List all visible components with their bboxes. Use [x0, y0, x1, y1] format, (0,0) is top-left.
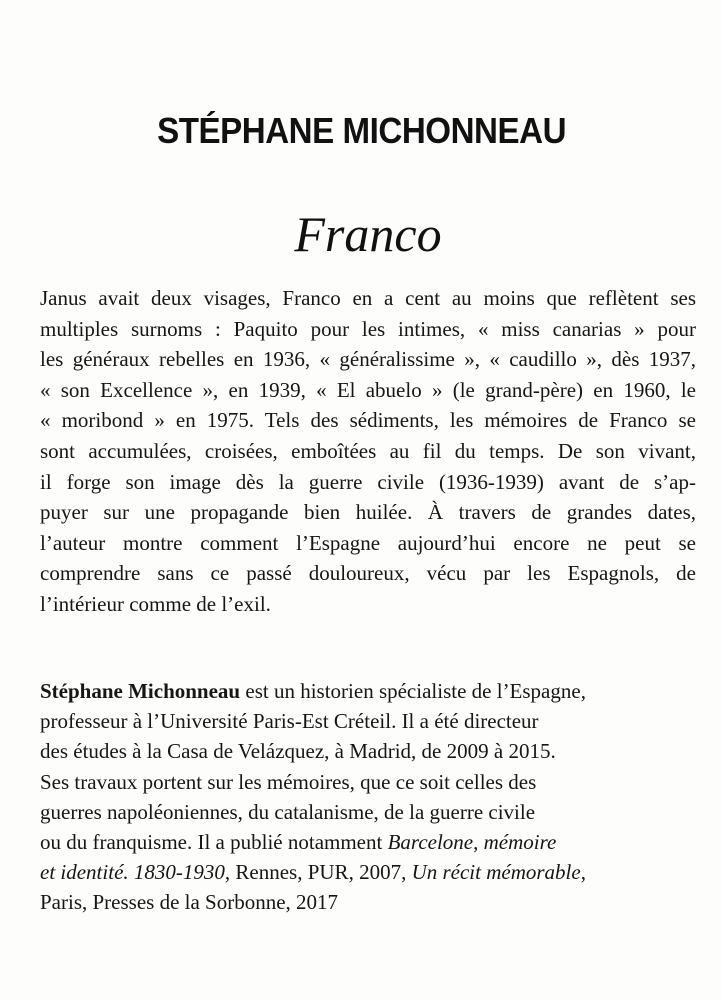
blurb-line: Janus avait deux visages, Franco en a cent au moins que reflètent ses — [40, 286, 696, 310]
bio-line: et identité. 1830-1930, Rennes, PUR, 2007, Un récit mémorable, — [40, 860, 586, 885]
blurb-line: il forge son image dès la guerre civile (1936-1939) avant de s’ap- — [40, 469, 696, 494]
blurb-line: les généraux rebelles en 1936, « généralissime », « caudillo », dès 1937, — [40, 347, 696, 372]
bio-line: professeur à l’Université Paris-Est Créteil. Il a été directeur — [40, 709, 539, 734]
blurb-line: l’auteur montre comment l’Espagne aujourd’hui encore ne peut se — [40, 530, 696, 555]
book-blurb — [40, 283, 696, 620]
bio-line: des études à la Casa de Velázquez, à Madrid, de 2009 à 2015. — [40, 739, 556, 764]
bio-line: guerres napoléoniennes, du catalanisme, de la guerre civile — [40, 799, 536, 824]
blurb-line: comprendre sans ce passé douloureux, vécu par les Espagnols, de — [40, 561, 696, 586]
blurb-line: « moribond » en 1975. Tels des sédiments, les mémoires de Franco se — [40, 408, 696, 433]
bio-author-name: Stéphane Michonneau — [40, 679, 241, 703]
book-reference: et identité. 1830-1930 — [40, 860, 225, 885]
bio-line: ou du franquisme. Il a publié notamment Barcelone, mémoire — [40, 830, 557, 855]
blurb-line: l’intérieur comme de l’exil. — [40, 591, 271, 616]
author-name: STÉPHANE MICHONNEAU — [157, 110, 567, 151]
blurb-line: puyer sur une propagande bien huilée. À travers de grandes dates, — [40, 500, 696, 525]
bio-line: Paris, Presses de la Sorbonne, 2017 — [40, 890, 339, 915]
author-bio — [40, 676, 700, 918]
blurb-line: multiples surnoms : Paquito pour les intimes, « miss canarias » pour — [40, 316, 696, 341]
book-reference: Barcelone, mémoire — [387, 830, 557, 855]
blurb-line: sont accumulées, croisées, emboîtées au fil du temps. De son vivant, — [40, 438, 696, 463]
book-title: Franco — [294, 206, 442, 262]
blurb-line: « son Excellence », en 1939, « El abuelo » (le grand-père) en 1960, le — [40, 377, 696, 402]
bio-line: Ses travaux portent sur les mémoires, que ce soit celles des — [40, 769, 537, 794]
bio-line: Stéphane Michonneau est un historien spécialiste de l’Espagne, — [40, 679, 586, 703]
book-reference: Un récit mémorable — [411, 860, 581, 885]
